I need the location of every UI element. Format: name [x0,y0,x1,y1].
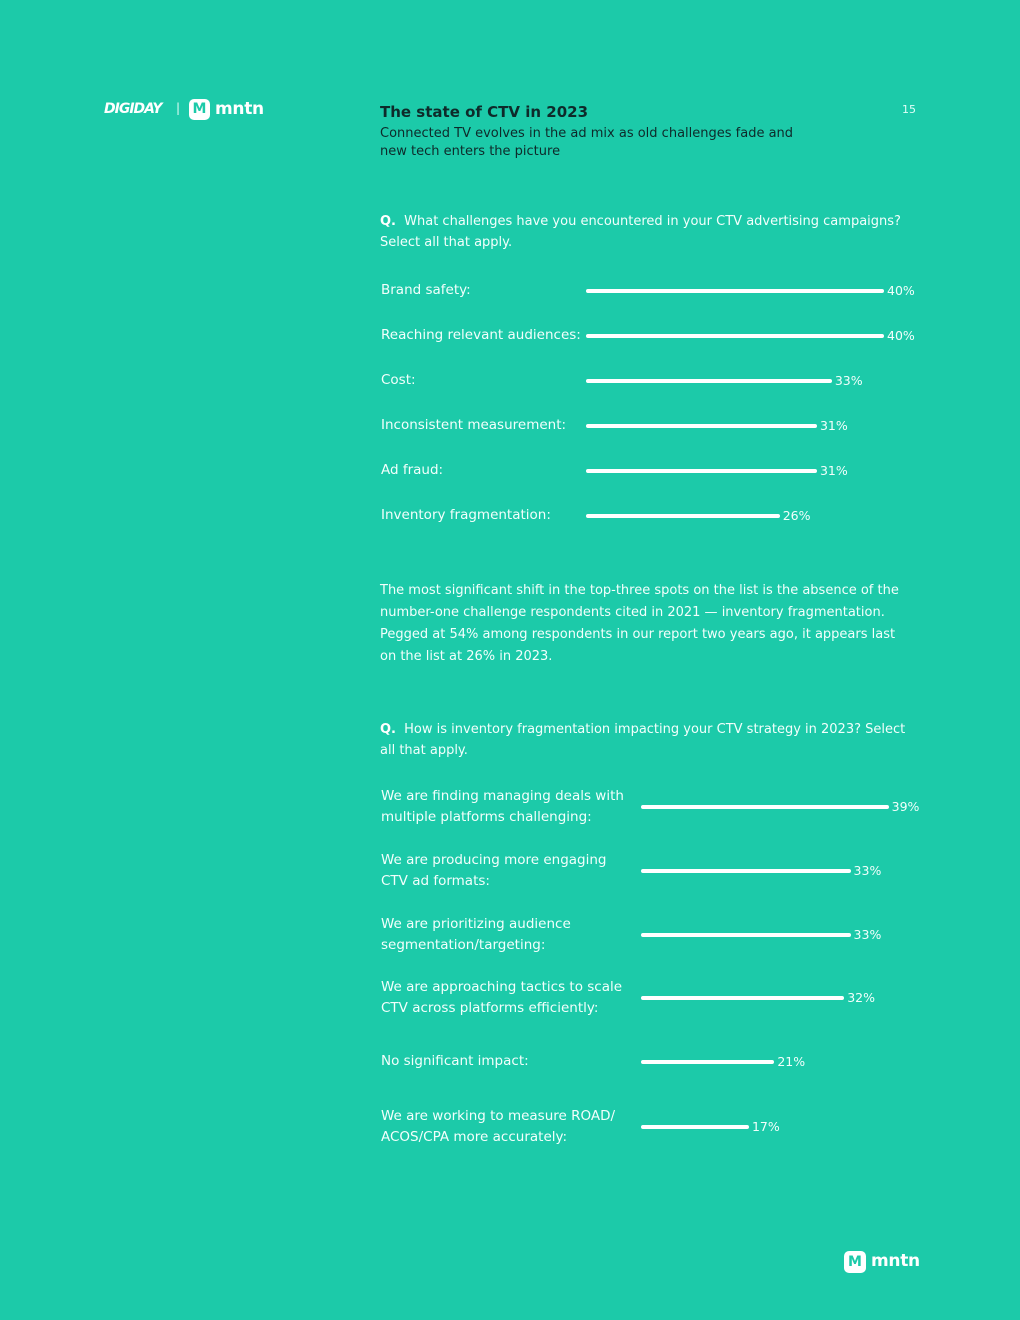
footer-mntn-logo-text: mntn [871,1251,920,1271]
bar-label: Ad fraud: [381,462,444,478]
bar [586,424,817,428]
bar-value-label: 40% [887,283,915,298]
bar-value-label: 33% [853,863,882,878]
bar-value-label: 31% [819,463,848,478]
bar-value-label: 17% [751,1119,780,1134]
analysis-paragraph: The most significant shift in the top-three spots on the list is the absence of the number-one challenge respondents cited in 2021 — inventory fragmentation. Pegged at 54% among respondents in our report two years ago, it appears last on the list at 26% in 2023. [380,583,899,664]
logo-separator: | [176,101,181,115]
question-marker: Q. [380,214,396,229]
question-marker: Q. [380,722,396,737]
bar-value-label: 32% [847,990,875,1005]
footer-mntn-logo-icon: M [844,1251,866,1273]
bar-label: No significant impact: [381,1053,529,1069]
mntn-logo-icon: M [189,99,210,120]
bar [641,933,851,937]
bar-label: We are prioritizing audience segmentation/targeting: [381,915,571,953]
mntn-logo-text: mntn [215,99,264,119]
report-title: The state of CTV in 2023 [380,103,589,121]
bar-label: Inventory fragmentation: [381,507,551,523]
bar-value-label: 26% [782,508,811,523]
bar-label: Cost: [381,372,416,388]
bar-label: We are producing more engaging CTV ad formats: [381,851,607,889]
report-subtitle: Connected TV evolves in the ad mix as old challenges fade and new tech enters the picture [380,126,794,159]
page-number: 15 [902,103,916,116]
question-2 [380,719,920,761]
bar-value-label: 33% [853,927,882,942]
bar-label: We are finding managing deals with multiple platforms challenging: [381,787,624,825]
bar-label: Brand safety: [381,282,471,298]
bar-value-label: 40% [887,328,915,343]
bar [641,1060,774,1064]
bar [586,379,832,383]
bar-value-label: 39% [891,799,920,814]
question-1-text: What challenges have you encountered in your CTV advertising campaigns? Select all that apply. [380,214,901,250]
digiday-logo: DIGIDAY [104,101,162,117]
question-1 [380,211,920,253]
bar-label: We are working to measure ROAD/ ACOS/CPA more accurately: [381,1107,616,1145]
bar [641,869,851,873]
bar-value-label: 21% [777,1054,806,1069]
bar [586,469,817,473]
bar-value-label: 31% [819,418,848,433]
bar [641,1125,749,1129]
bar [586,334,884,338]
question-2-text: How is inventory fragmentation impacting your CTV strategy in 2023? Select all that apply. [380,722,906,758]
bar-label: Reaching relevant audiences: [381,327,581,343]
bar [586,514,780,518]
bar-label: Inconsistent measurement: [381,417,567,433]
bar-value-label: 33% [834,373,863,388]
bar [641,996,844,1000]
bar [586,289,884,293]
bar-label: We are approaching tactics to scale CTV across platforms efficiently: [381,978,623,1016]
bar [641,805,889,809]
